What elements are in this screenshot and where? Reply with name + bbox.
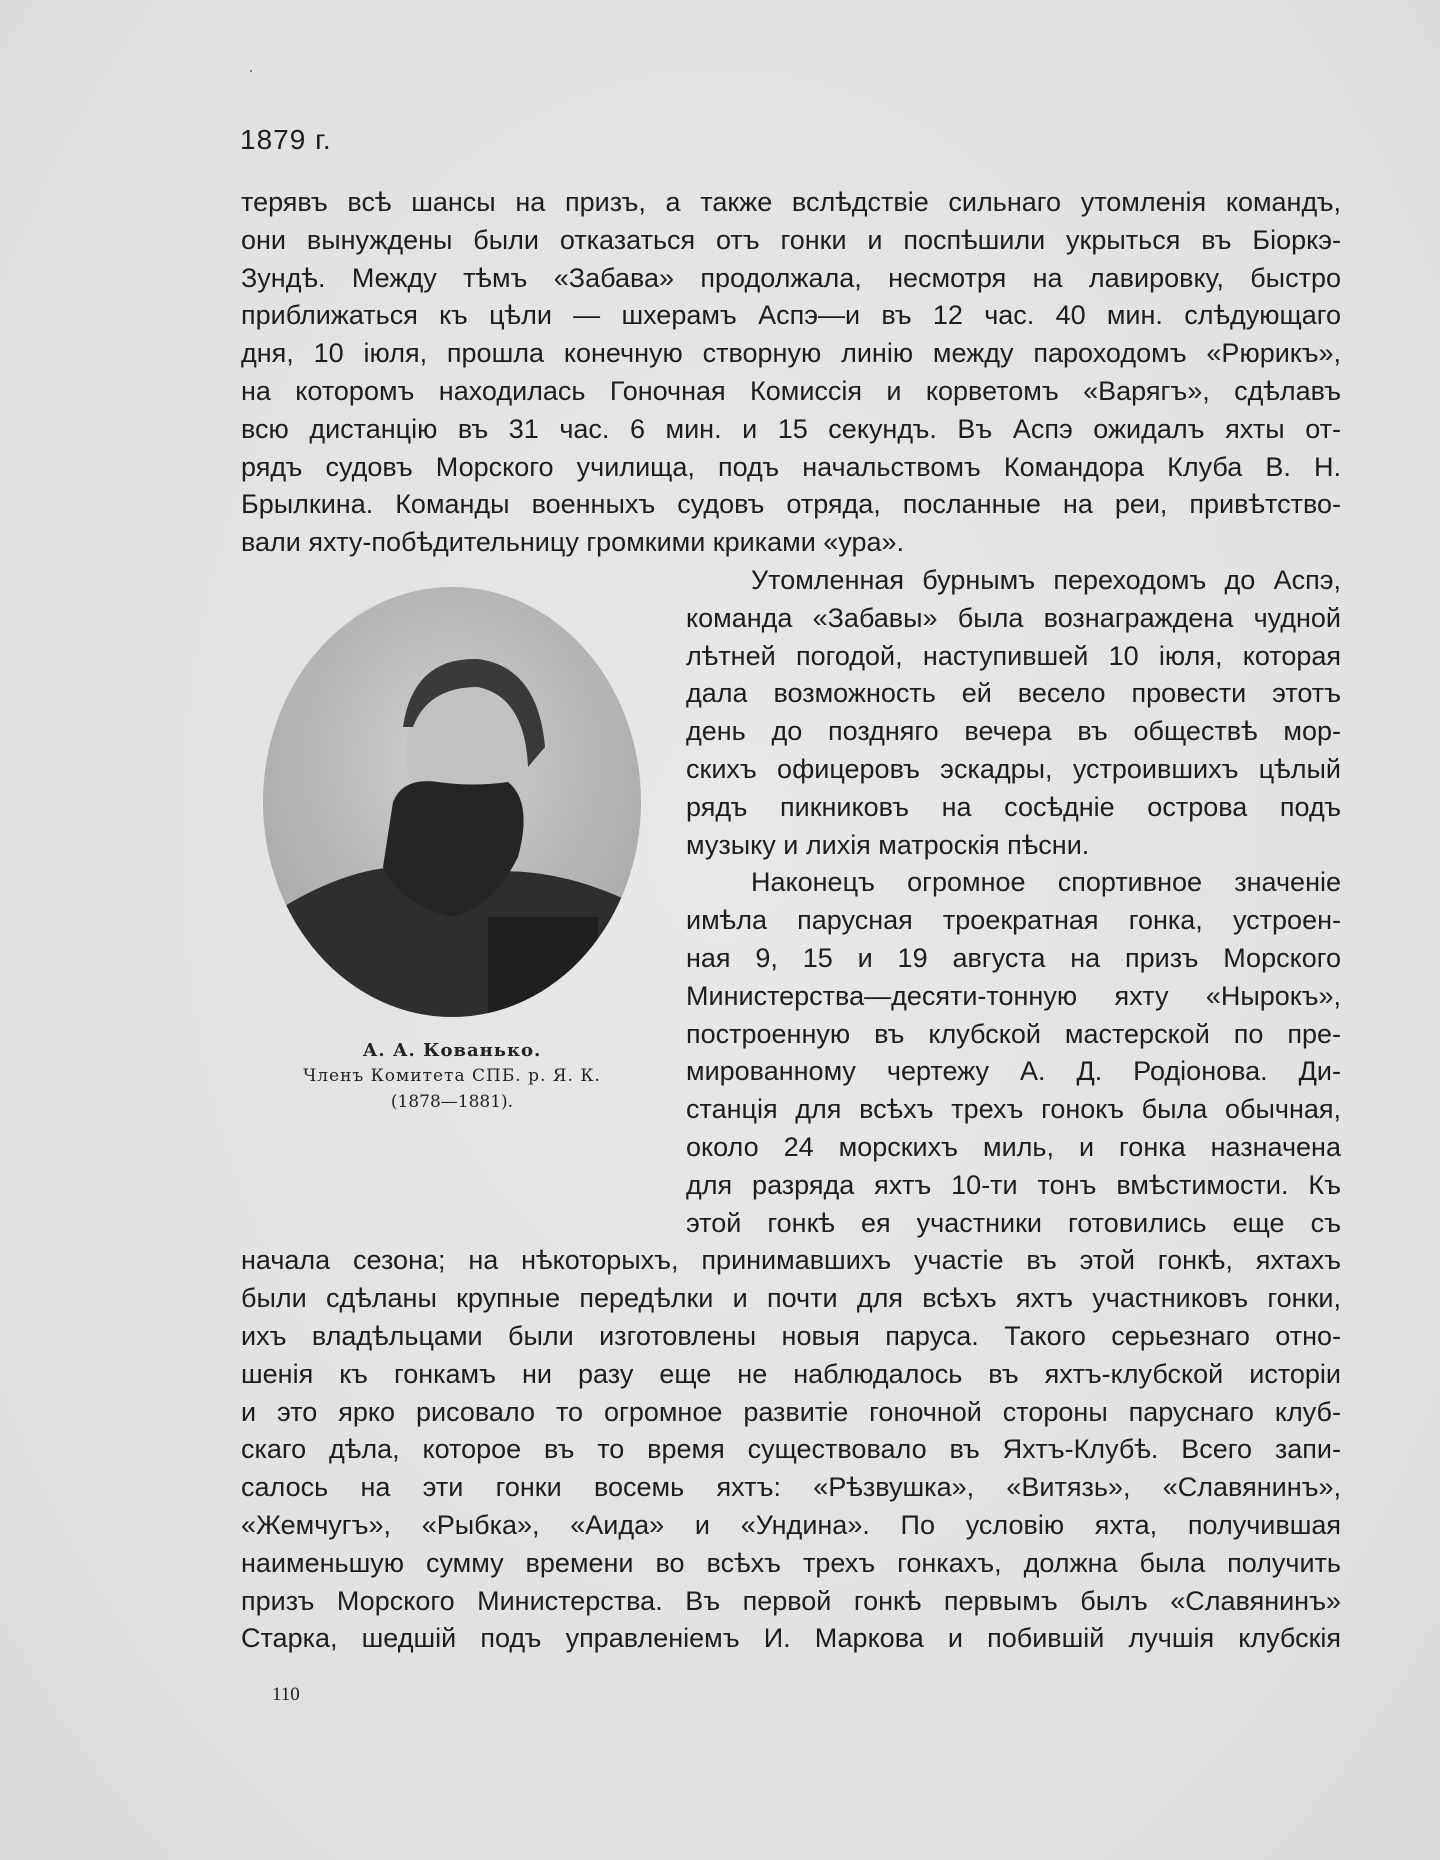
text-line: этой гонкѣ ея участники готовились еще съ [686,1207,1341,1238]
text-line: и это ярко рисовало то огромное развитіе гоночной стороны паруснаго клуб- [241,1396,1341,1427]
text-line: Старка, шедшій подъ управленіемъ И. Маркова и побившій лучшія клубскія [241,1623,1341,1654]
text-line: для разряда яхтъ 10-ти тонъ вмѣстимости. Къ [686,1169,1341,1200]
text-line: построенную въ клубской мастерской по пре- [686,1018,1341,1049]
text-line: Министерства—десяти-тонную яхту «Нырокъ», [686,980,1341,1011]
text-line: Утомленная бурнымъ переходомъ до Аспэ, [751,565,1341,595]
text-line: около 24 морскихъ миль, и гонка назначена [686,1132,1341,1162]
page-header-year: 1879 г. [240,124,332,155]
text-line: станція для всѣхъ трехъ гонокъ была обычная, [686,1094,1341,1125]
text-line: Наконецъ огромное спортивное значеніе [751,867,1341,898]
text-line: рядъ пикниковъ на сосѣдніе острова подъ [686,791,1341,822]
portrait-caption-years: (1878—1881). [390,1092,514,1112]
text-line: ихъ владѣльцами были изготовлены новыя паруса. Такого серьезнаго отно- [241,1321,1341,1351]
text-line: салось на эти гонки восемь яхтъ: «Рѣзвушка», «Витязь», «Славянинъ», [241,1472,1341,1503]
text-line: на которомъ находилась Гоночная Комиссія и корветомъ «Варягъ», сдѣлавъ [241,376,1341,406]
text-line: скихъ офицеровъ эскадры, устроившихъ цѣлый [686,754,1341,784]
text-line: команда «Забавы» была вознаграждена чудной [686,602,1341,633]
text-line: дня, 10 іюля, прошла конечную створную линію между пароходомъ «Рюрикъ», [241,338,1341,369]
text-line: «Жемчугъ», «Рыбка», «Аида» и «Ундина». По условію яхта, получившая [241,1510,1341,1540]
text-line: ная 9, 15 и 19 августа на призъ Морского [686,943,1341,973]
text-line: вали яхту-побѣдительницу громкими криками «ура». [241,527,905,558]
text-line: день до поздняго вечера въ обществѣ мор- [686,716,1341,747]
text-line: музыку и лихія матроскія пѣсни. [686,829,1090,860]
portrait-caption-title: Членъ Комитета СПБ. р. Я. К. [303,1066,601,1086]
text-line: были сдѣланы крупные передѣлки и почти для всѣхъ яхтъ участниковъ гонки, [241,1283,1341,1314]
text-line: начала сезона; на нѣкоторыхъ, принимавшихъ участіе въ этой гонкѣ, яхтахъ [241,1245,1341,1276]
text-line: скаго дѣла, которое въ то время существовало въ Яхтъ-Клубѣ. Всего запи- [241,1434,1341,1465]
portrait-photo [263,587,641,1017]
text-line: приближаться къ цѣли — шхерамъ Аспэ—и въ 12 час. 40 мин. слѣдующаго [241,300,1341,331]
portrait-caption-name: А. А. Кованько. [362,1040,542,1061]
print-speck [250,70,252,72]
text-line: Брылкина. Команды военныхъ судовъ отряда, посланные на реи, привѣтство- [241,489,1341,520]
text-line: наименьшую сумму времени во всѣхъ трехъ гонкахъ, должна была получить [241,1547,1341,1578]
text-line: мированному чертежу А. Д. Родіонова. Ди- [686,1056,1341,1087]
text-line: терявъ всѣ шансы на призъ, а также вслѣдствіе сильнаго утомленія командъ, [241,187,1341,217]
text-line: рядъ судовъ Морского училища, подъ начальствомъ Командора Клуба В. Н. [241,451,1341,482]
text-line: они вынуждены были отказаться отъ гонки и поспѣшили укрыться въ Біоркэ- [241,224,1341,255]
text-line: лѣтней погодой, наступившей 10 іюля, которая [686,640,1341,671]
text-line: шенія къ гонкамъ ни разу еще не наблюдалось въ яхтъ-клубской исторіи [241,1358,1341,1389]
text-line: всю дистанцію въ 31 час. 6 мин. и 15 секундъ. Въ Аспэ ожидалъ яхты от- [241,413,1341,444]
page-number: 110 [272,1684,300,1705]
text-line: Зундѣ. Между тѣмъ «Забава» продолжала, несмотря на лавировку, быстро [241,262,1341,293]
text-line: призъ Морского Министерства. Въ первой гонкѣ первымъ былъ «Славянинъ» [241,1585,1341,1616]
text-line: имѣла парусная троекратная гонка, устроен- [686,905,1341,936]
text-line: дала возможность ей весело провести этотъ [686,678,1341,709]
